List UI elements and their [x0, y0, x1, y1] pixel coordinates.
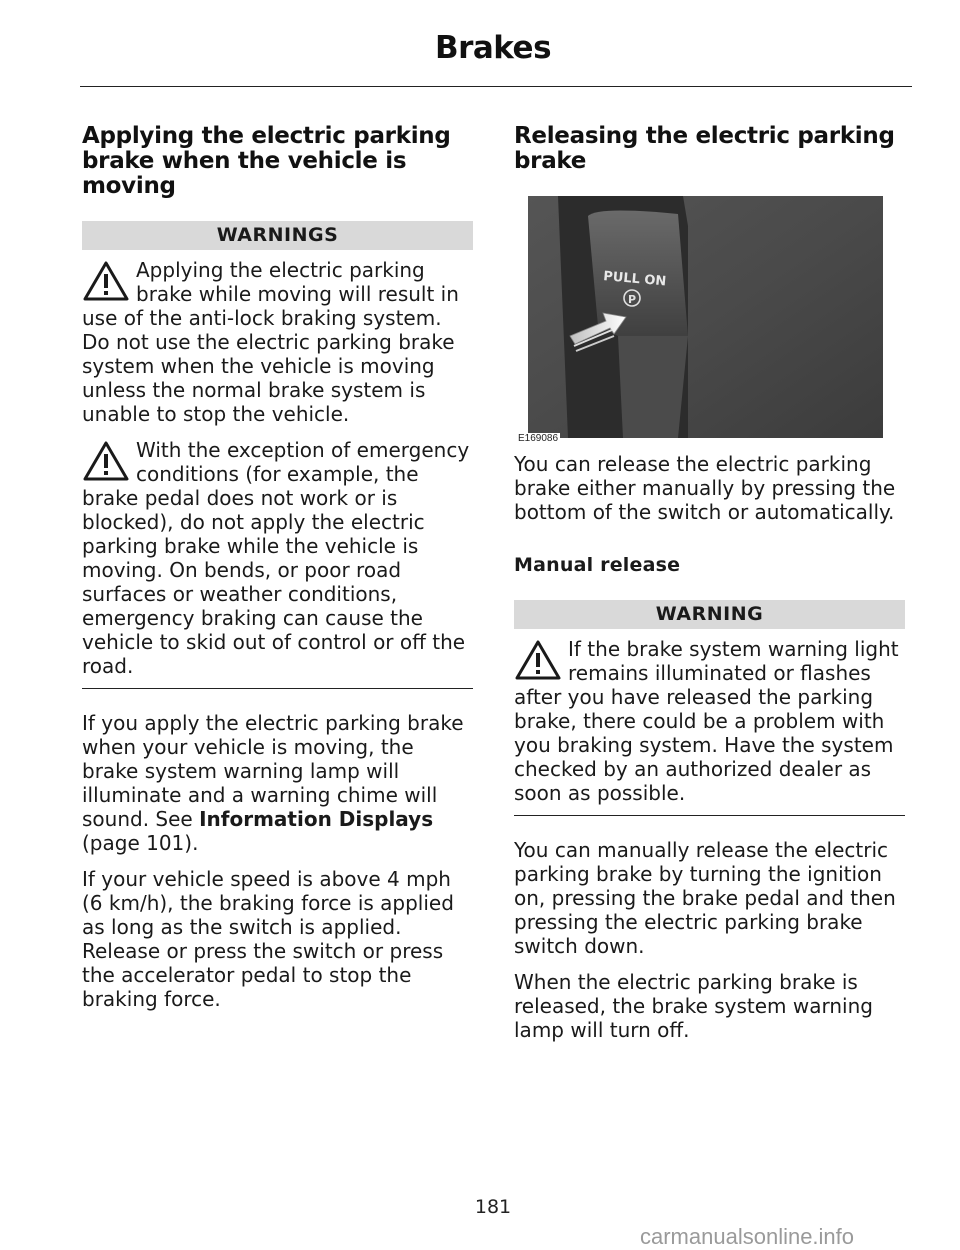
information-displays-link[interactable]: Information Displays — [199, 807, 434, 831]
paragraph-manual-release: You can manually release the electric parking brake by turning the ignition on, pressing the brake pedal and then pressing the electric parking brake switch down. — [514, 838, 896, 958]
warnings-header: WARNINGS — [82, 221, 473, 250]
paragraph-moving-apply — [82, 711, 473, 855]
warning-item — [514, 637, 905, 805]
warning-text-line1: With the exception of emergency — [136, 438, 470, 462]
page-title: Brakes — [434, 30, 552, 66]
warning-text-line1: Applying the electric parking — [136, 258, 425, 282]
right-column — [514, 124, 905, 1054]
paragraph-lamp-off: When the electric parking brake is released, the brake system warning lamp will turn off. — [514, 970, 873, 1042]
section-heading-releasing: Releasing the electric parking brake — [514, 123, 895, 174]
warning-end-divider — [82, 688, 473, 689]
warning-item — [82, 438, 473, 678]
paragraph-speed: If your vehicle speed is above 4 mph (6 km/h), the braking force is applied as long as the switch is applied. Release or press the switch or press the accelerator pedal to stop the braking force. — [82, 867, 454, 1011]
watermark: carmanualsonline.info — [640, 1224, 855, 1249]
warning-text-line2: brake while moving will result in — [136, 282, 459, 306]
warning-triangle-icon — [82, 260, 130, 302]
paragraph-text: If you apply the electric parking brake when your vehicle is moving, the brake system warning lamp will illuminate and a warning chime will sound. See — [82, 711, 464, 831]
warning-item — [82, 258, 473, 426]
paragraph-release-methods: You can release the electric parking brake either manually by pressing the bottom of the switch or automatically. — [514, 452, 896, 524]
warning-end-divider — [514, 815, 905, 816]
page-reference: (page 101). — [82, 831, 199, 855]
page-number: 181 — [474, 1196, 512, 1218]
warning-text-body: use of the anti-lock braking system. Do not use the electric parking brake system when the vehicle is moving unless the normal brake system is unable to stop the vehicle. — [82, 306, 455, 426]
section-heading-applying: Applying the electric parking brake when the vehicle is moving — [82, 123, 451, 199]
switch-label-pull-on: PULL ON — [602, 269, 667, 290]
warning-text-body: after you have released the parking brake, there could be a problem with you braking system. Have the system checked by an authorized dealer as soon as possible. — [514, 685, 894, 805]
image-id-label: E169086 — [518, 433, 559, 444]
svg-text:P: P — [628, 293, 637, 306]
warning-text-line2: conditions (for example, the — [136, 462, 419, 486]
warning-text-line2: remains illuminated or flashes — [568, 661, 871, 685]
warning-header: WARNING — [514, 600, 905, 629]
warning-triangle-icon — [514, 639, 562, 681]
switch-photo-illustration — [528, 196, 883, 438]
warning-triangle-icon — [82, 440, 130, 482]
warning-text-body: brake pedal does not work or is blocked), do not apply the electric parking brake while the vehicle is moving. On bends, or poor road surfaces or weather conditions, emergency braking can cause the vehicle to skid out of control or off the road. — [82, 486, 466, 678]
parking-brake-switch-image — [528, 196, 883, 438]
left-column — [82, 124, 473, 1023]
subheading-manual-release: Manual release — [514, 554, 681, 576]
warning-text-line1: If the brake system warning light — [568, 637, 899, 661]
title-divider — [80, 86, 912, 87]
